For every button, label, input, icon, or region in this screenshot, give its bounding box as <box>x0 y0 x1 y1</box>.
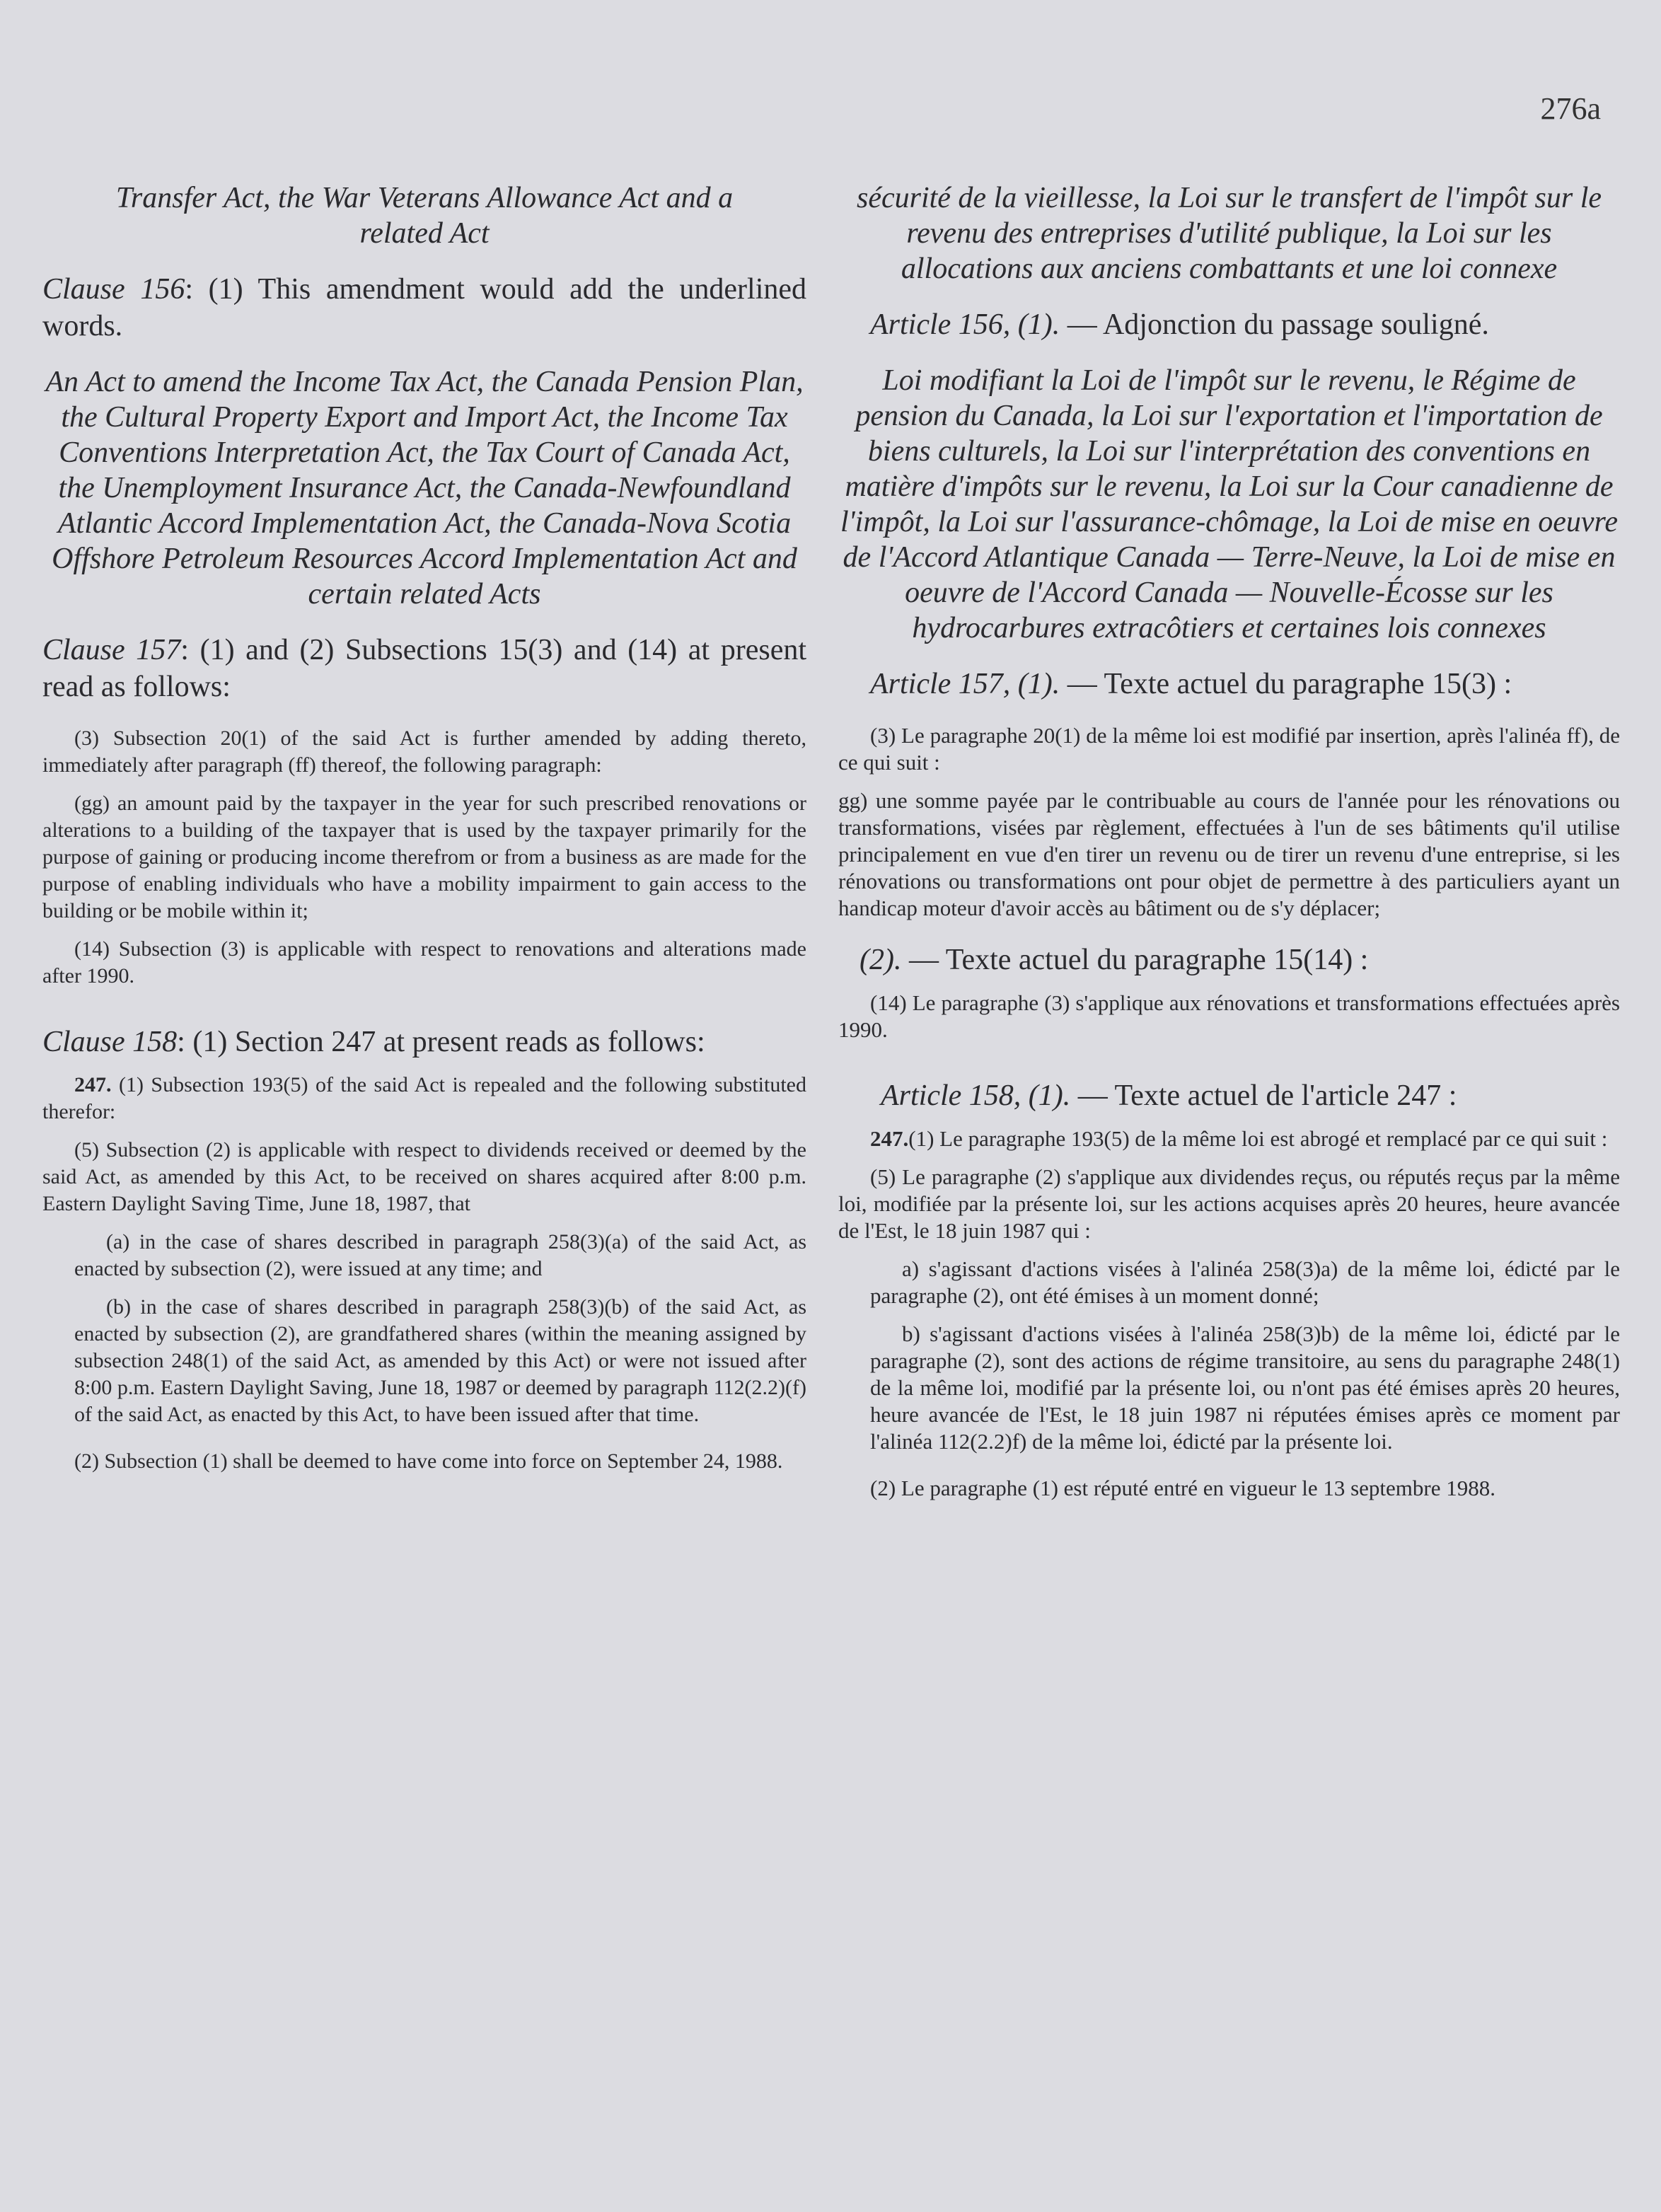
subsection-paragraph: a) s'agissant d'actions visées à l'alinéa 258(3)a) de la même loi, édicté par le paragraphe (2), ont été émises à un moment donné; <box>870 1256 1620 1308</box>
article-label: Article 157, (1). <box>870 668 1060 700</box>
clause-text: : (1) and (2) Subsections 15(3) and (14) at present read as follows: <box>42 634 806 703</box>
section-text: (1) Subsection 193(5) of the said Act is repealed and the following substituted therefor: <box>42 1073 806 1123</box>
article-156 <box>838 306 1620 343</box>
subsection-paragraph <box>838 1125 1620 1152</box>
article-157-2 <box>838 942 1620 978</box>
clause-label: Clause 158 <box>42 1026 178 1058</box>
article-157 <box>838 666 1620 702</box>
english-column <box>42 180 806 1475</box>
section-number: 247. <box>870 1126 909 1151</box>
article-text: — Texte actuel du paragraphe 15(14) : <box>901 944 1369 976</box>
clause-label: Clause 156 <box>42 273 185 306</box>
heading-continuation: sécurité de la vieillesse, la Loi sur le transfert de l'impôt sur le revenu des entreprises d'utilité publique, la Loi sur les allocations aux anciens combattants et une loi connexe <box>856 182 1602 285</box>
article-label: Article 156, (1). <box>870 308 1060 341</box>
subsection-paragraph: (3) Le paragraphe 20(1) de la même loi est modifié par insertion, après l'alinéa ff), de ce qui suit : <box>838 723 1620 775</box>
subsection-paragraph: (3) Subsection 20(1) of the said Act is further amended by adding thereto, immediately after paragraph (ff) thereof, the following paragraph: <box>42 726 806 777</box>
french-column <box>838 180 1620 1502</box>
subsection-paragraph: (b) in the case of shares described in paragraph 258(3)(b) of the said Act, as enacted by subsection (2), are grandfathered shares (within the meaning assigned by subsection 248(1) of the said Act, as amended by this Act) or were not issued after 8:00 p.m. Eastern Daylight Saving, June 18, 1987 or deemed by paragraph 112(2.2)(f) of the said Act, as enacted by this Act, to have been issued after that time. <box>74 1295 806 1426</box>
subsection-paragraph <box>42 1072 806 1125</box>
heading-continuation: Transfer Act, the War Veterans Allowance Act and a related Act <box>115 182 734 250</box>
clause-158 <box>42 1024 806 1060</box>
article-text: — Texte actuel du paragraphe 15(3) : <box>1060 668 1512 700</box>
article-158 <box>838 1077 1620 1114</box>
clause-157 <box>42 632 806 705</box>
subsection-paragraph: gg) une somme payée par le contribuable au cours de l'année pour les rénovations ou transformations, visées par règlement, effectuées à l'un de ses bâtiments qu'il utilise principalement en vue d'en tirer un revenu ou de tirer un revenu d'une entreprise, si les rénovations ou transformations ont pour objet de permettre à des particuliers ayant un handicap moteur d'avoir accès au bâtiment ou de s'y déplacer; <box>838 788 1620 920</box>
act-title: An Act to amend the Income Tax Act, the Canada Pension Plan, the Cultural Property Export and Import Act, the Income Tax Conventions Interpretation Act, the Tax Court of Canada Act, the Unemployment Insurance Act, the Canada-Newfoundland Atlantic Accord Implementation Act, the Canada-Nova Scotia Offshore Petroleum Resources Accord Implementation Act and certain related Acts <box>45 366 804 610</box>
subsection-paragraph: (a) in the case of shares described in paragraph 258(3)(a) of the said Act, as enacted by subsection (2), were issued at any time; and <box>74 1230 806 1280</box>
clause-text: : (1) This amendment would add the underlined words. <box>42 273 807 342</box>
clause-156 <box>42 271 806 344</box>
subsection-paragraph: (2) Le paragraphe (1) est réputé entré en vigueur le 13 septembre 1988. <box>870 1476 1495 1500</box>
subsection-paragraph: (2) Subsection (1) shall be deemed to have come into force on September 24, 1988. <box>74 1449 783 1473</box>
section-number: 247. <box>74 1073 112 1096</box>
subsection-paragraph: (14) Subsection (3) is applicable with respect to renovations and alterations made after 1990. <box>42 937 806 988</box>
subsection-paragraph: (5) Subsection (2) is applicable with respect to dividends received or deemed by the said Act, as amended by this Act, to be received on shares acquired after 8:00 p.m. Eastern Daylight Saving Time, June 18, 1987, that <box>42 1138 806 1215</box>
subsection-paragraph: (gg) an amount paid by the taxpayer in the year for such prescribed renovations or alterations to a building of the taxpayer that is used by the taxpayer primarily for the purpose of gaining or producing income therefrom or from a business as are made for the purpose of enabling individuals who have a mobility impairment to gain access to the building or be mobile within it; <box>42 792 806 922</box>
clause-text: : (1) Section 247 at present reads as follows: <box>177 1026 705 1058</box>
article-label: Article 158, (1). <box>881 1079 1071 1112</box>
article-text: — Adjonction du passage souligné. <box>1060 308 1489 341</box>
subsection-paragraph: (14) Le paragraphe (3) s'applique aux rénovations et transformations effectuées après 1990. <box>838 990 1620 1042</box>
act-title: Loi modifiant la Loi de l'impôt sur le revenu, le Régime de pension du Canada, la Loi sur l'exportation et l'importation de biens culturels, la Loi sur l'interprétation des conventions en matière d'impôts sur le revenu, la Loi sur la Cour canadienne de l'impôt, la Loi sur l'assurance-chômage, la Loi de mise en oeuvre de l'Accord Atlantique Canada — Terre-Neuve, la Loi de mise en oeuvre de l'Accord Canada — Nouvelle-Écosse sur les hydrocarbures extracôtiers et certaines lois connexes <box>840 364 1618 644</box>
page-number: 276a <box>1540 91 1601 126</box>
subsection-paragraph: (5) Le paragraphe (2) s'applique aux dividendes reçus, ou réputés reçus par la même loi, modifiée par la présente loi, sur les actions acquises après 20 heures, heure avancée de l'Est, le 18 juin 1987 qui : <box>838 1164 1620 1243</box>
article-text: — Texte actuel de l'article 247 : <box>1070 1079 1457 1112</box>
section-text: (1) Le paragraphe 193(5) de la même loi est abrogé et remplacé par ce qui suit : <box>908 1126 1608 1151</box>
article-label: (2). <box>860 944 902 976</box>
clause-label: Clause 157 <box>42 634 181 666</box>
subsection-paragraph: b) s'agissant d'actions visées à l'alinéa 258(3)b) de la même loi, édicté par le paragraphe (2), sont des actions de régime transitoire, au sens du paragraphe 248(1) de la même loi, modifié par la présente loi, ou n'ont pas été émises après 20 heures, heure avancée de l'Est, le 18 juin 1987 ni réputées émises après ce moment par l'alinéa 112(2.2)f) de la même loi, édicté par la présente loi. <box>870 1321 1620 1454</box>
